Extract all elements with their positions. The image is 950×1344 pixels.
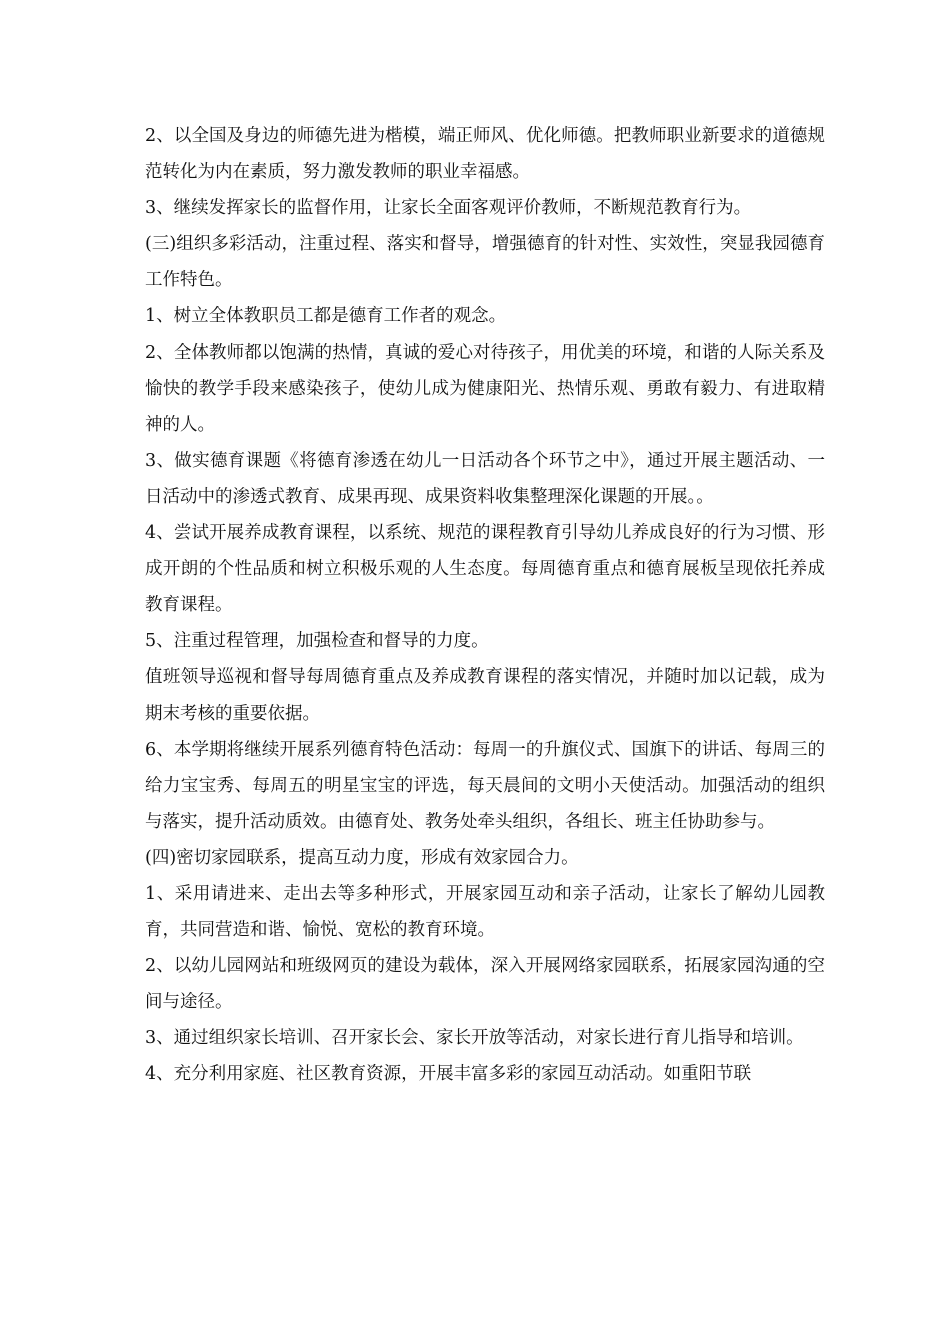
paragraph: 值班领导巡视和督导每周德育重点及养成教育课程的落实情况，并随时加以记载，成为期末考核的重要依据。 (145, 667, 825, 724)
paragraph: 1、树立全体教职员工都是德育工作者的观念。 (145, 306, 507, 327)
document-body (145, 118, 825, 1093)
paragraph: 6、本学期将继续开展系列德育特色活动：每周一的升旗仪式、国旗下的讲话、每周三的给力宝宝秀、每周五的明星宝宝的评选，每天晨间的文明小天使活动。加强活动的组织与落实，提升活动质效。由德育处、教务处牵头组织，各组长、班主任协助参与。 (145, 739, 825, 832)
paragraph: 3、通过组织家长培训、召开家长会、家长开放等活动，对家长进行育儿指导和培训。 (145, 1028, 804, 1049)
paragraph: 1、采用请进来、走出去等多种形式，开展家园互动和亲子活动，让家长了解幼儿园教育，共同营造和谐、愉悦、宽松的教育环境。 (145, 883, 825, 941)
paragraph: 4、尝试开展养成教育课程，以系统、规范的课程教育引导幼儿养成良好的行为习惯、形成开朗的个性品质和树立积极乐观的人生态度。每周德育重点和德育展板呈现依托养成教育课程。 (145, 523, 825, 616)
paragraph: 3、做实德育课题《将德育渗透在幼儿一日活动各个环节之中》，通过开展主题活动、一日活动中的渗透式教育、成果再现、成果资料收集整理深化课题的开展。。 (145, 450, 825, 507)
paragraph: 4、充分利用家庭、社区教育资源，开展丰富多彩的家园互动活动。如重阳节联 (145, 1064, 752, 1085)
paragraph: 2、以幼儿园网站和班级网页的建设为载体，深入开展网络家园联系，拓展家园沟通的空间与途径。 (145, 956, 825, 1013)
section-heading: (四)密切家园联系，提高互动力度，形成有效家园合力。 (145, 847, 579, 868)
paragraph: 5、注重过程管理，加强检查和督导的力度。 (145, 631, 489, 652)
paragraph: 3、继续发挥家长的监督作用，让家长全面客观评价教师，不断规范教育行为。 (145, 198, 752, 219)
paragraph: 2、全体教师都以饱满的热情，真诚的爱心对待孩子，用优美的环境，和谐的人际关系及愉快的教学手段来感染孩子，使幼儿成为健康阳光、热情乐观、勇敢有毅力、有进取精神的人。 (145, 342, 825, 435)
paragraph: 2、以全国及身边的师德先进为楷模，端正师风、优化师德。把教师职业新要求的道德规范转化为内在素质，努力激发教师的职业幸福感。 (145, 126, 825, 183)
section-heading: (三)组织多彩活动，注重过程、落实和督导，增强德育的针对性、实效性，突显我园德育工作特色。 (145, 234, 825, 291)
